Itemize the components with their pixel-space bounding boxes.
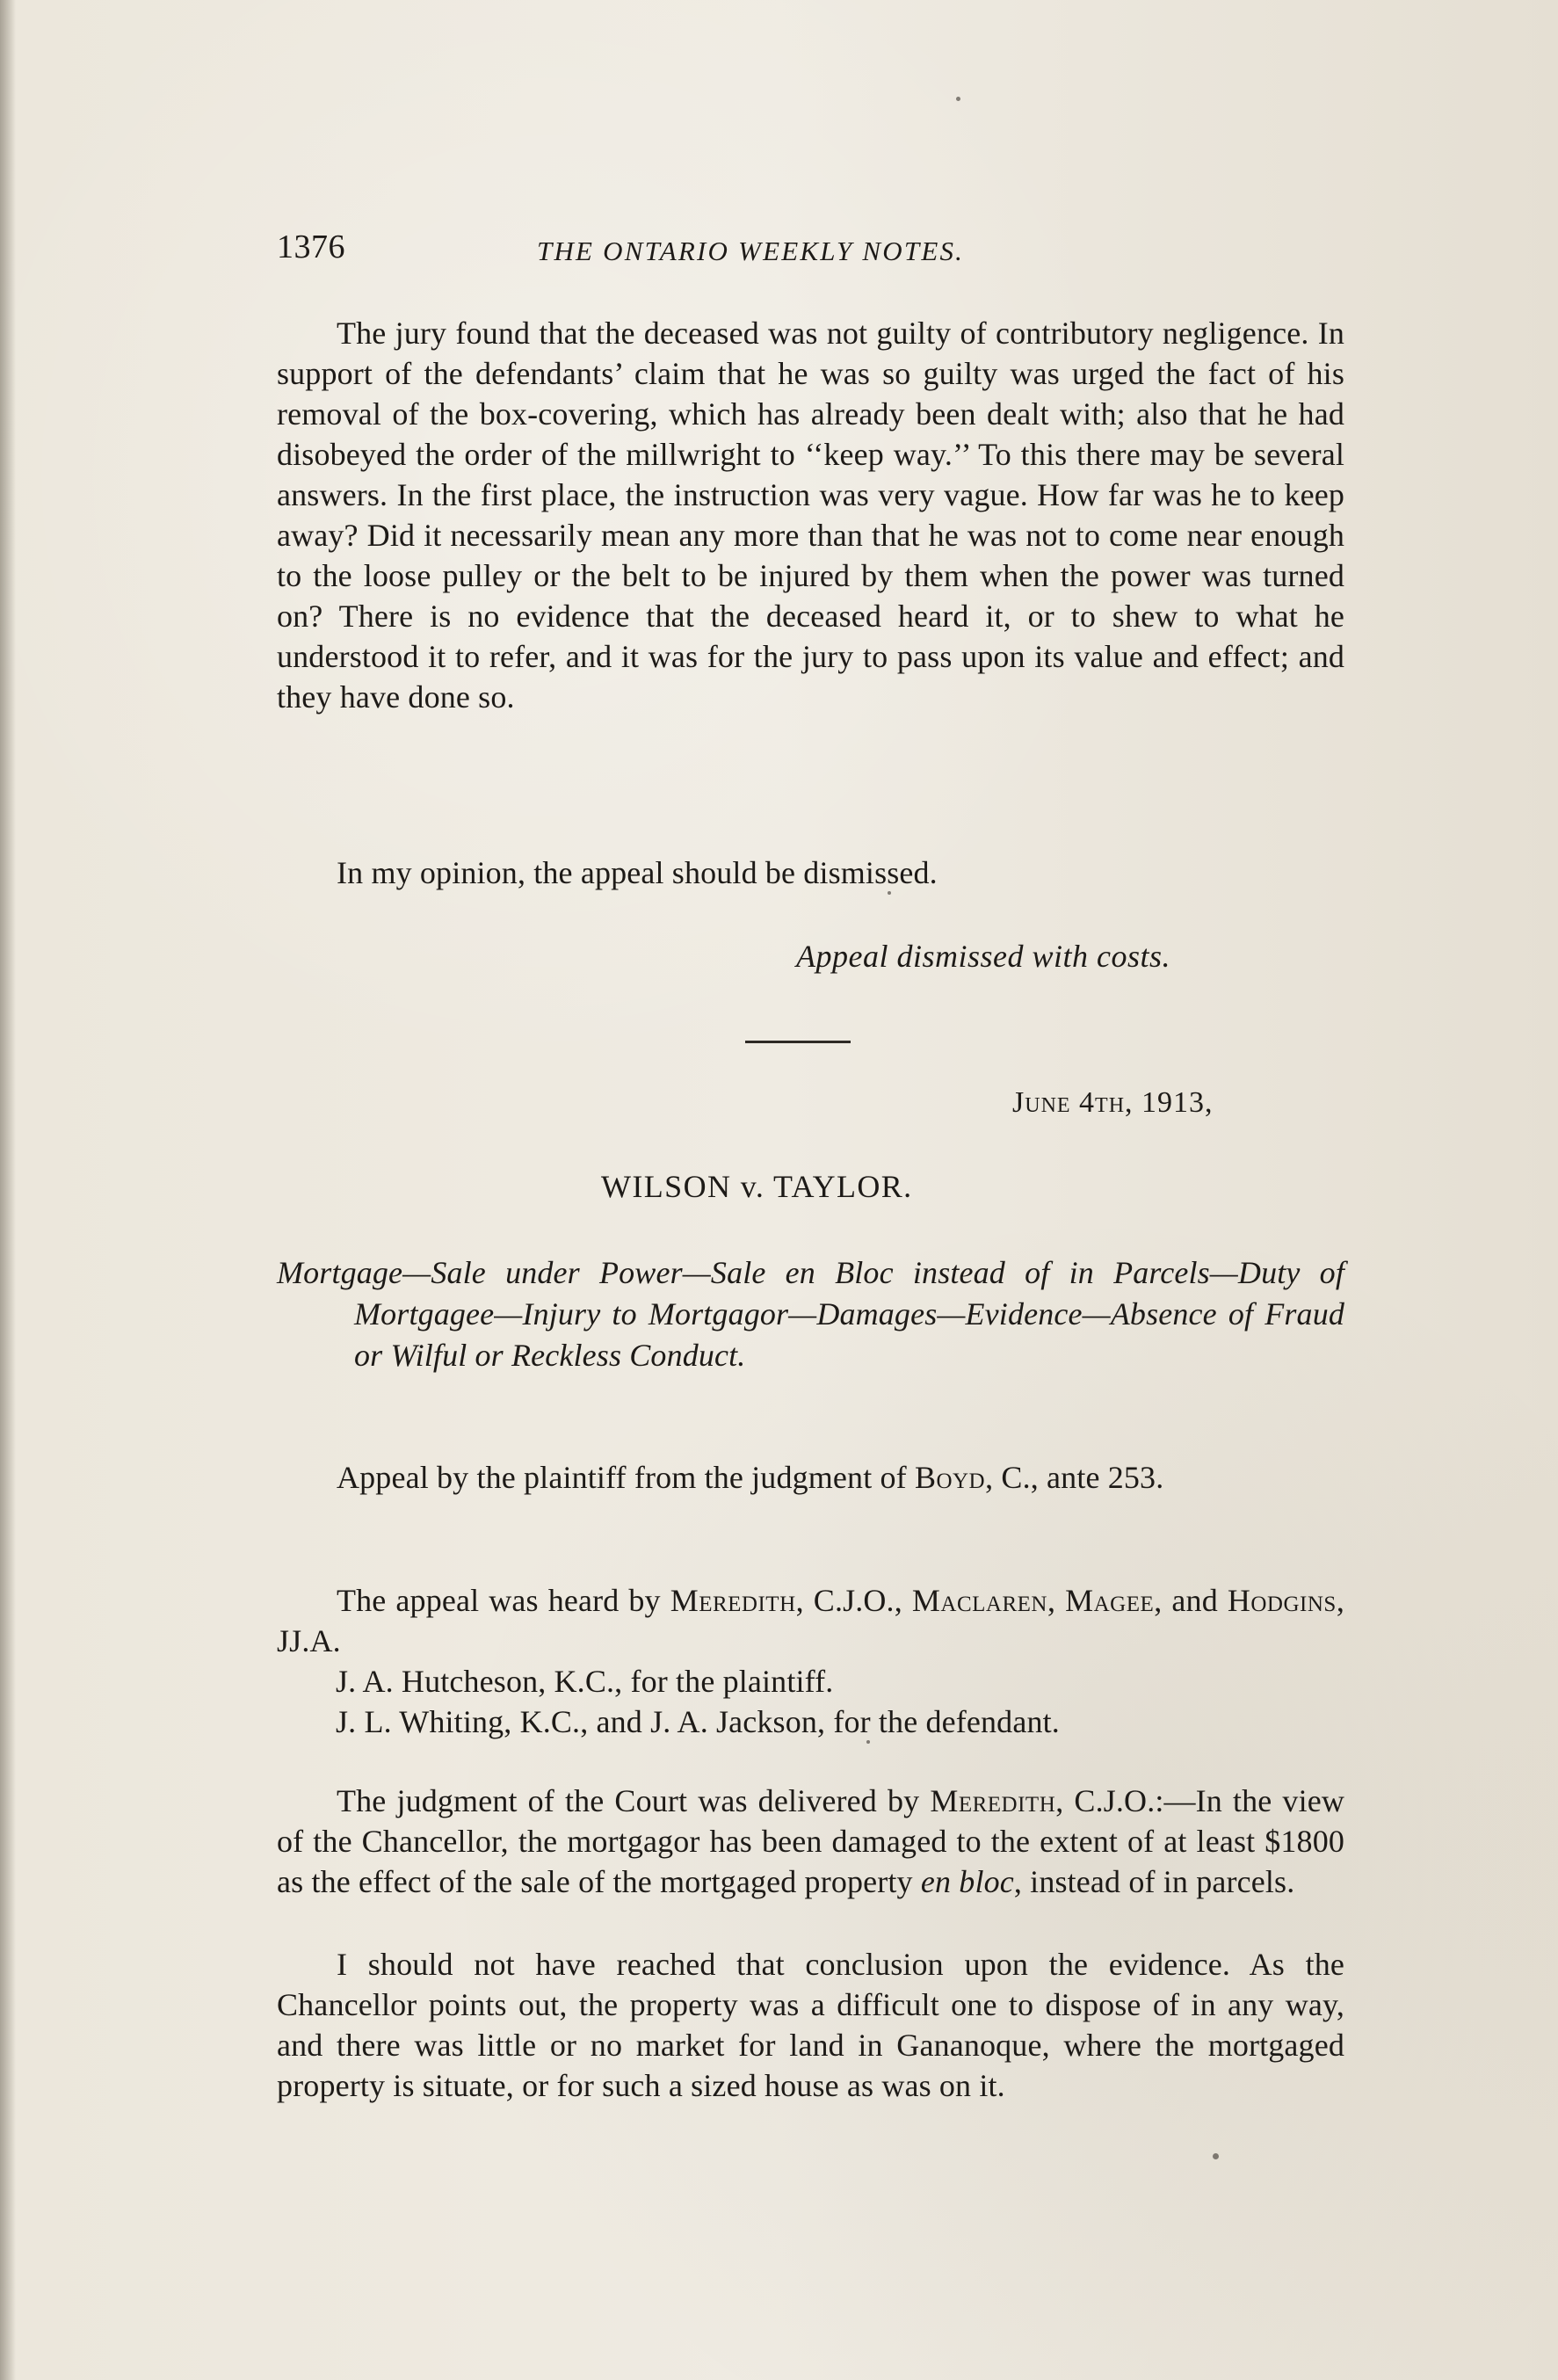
paper-speck <box>1213 2153 1219 2159</box>
judgment-paragraph <box>277 1781 1344 1902</box>
hearing-separator-2: , <box>1047 1583 1066 1618</box>
judge-magee: Magee <box>1065 1583 1155 1618</box>
judgment-text-1: , C.J.O.:—In the view of the Chancellor, the mortgagor has been damaged to the extent of at least $1800 as the effect of the sale of the mortgaged property <box>277 1783 1344 1899</box>
appeal-suffix: , C., ante 253. <box>985 1460 1164 1495</box>
hearing-suffix: , JJ.A. <box>277 1583 1344 1658</box>
appeal-prefix: Appeal by the plaintiff from the judgment of <box>337 1460 915 1495</box>
appeal-result: Appeal dismissed with costs. <box>796 939 1170 974</box>
judgment-judge: Meredith <box>930 1783 1056 1818</box>
defendant-counsel: J. L. Whiting, K.C., and J. A. Jackson, for the defendant. <box>336 1704 1060 1739</box>
hearing-separator-3: , and <box>1154 1583 1228 1618</box>
appeal-paragraph <box>277 1457 1344 1498</box>
judgment-text <box>277 1781 1344 1902</box>
judge-maclaren: Maclaren <box>911 1583 1047 1618</box>
conclusion-paragraph <box>277 853 1344 893</box>
judgment-italic-term: en bloc <box>920 1864 1014 1899</box>
judgment-prefix: The judgment of the Court was delivered by <box>337 1783 931 1818</box>
opinion-paragraph <box>277 313 1344 717</box>
hearing-separator-1: , C.J.O., <box>795 1583 912 1618</box>
dismissal-opinion: In my opinion, the appeal should be dismissed. <box>337 855 938 890</box>
section-divider <box>745 1041 851 1043</box>
plaintiff-counsel: J. A. Hutcheson, K.C., for the plaintiff. <box>336 1664 834 1699</box>
case-date: June 4th, 1913, <box>1012 1086 1214 1119</box>
judge-meredith: Meredith <box>670 1583 796 1618</box>
page-number: 1376 <box>277 229 345 265</box>
hearing-prefix: The appeal was heard by <box>337 1583 670 1618</box>
evidence-paragraph <box>277 1944 1344 2106</box>
paper-speck <box>888 891 891 895</box>
final-paragraph: I should not have reached that conclusion upon the evidence. As the Chancellor points out, the property was a difficult one to dispose of in any way, and there was little or no market for land in Gananoque, where the mortgaged property is situate, or for such a sized house as was on it. <box>277 1947 1344 2103</box>
appeal-description <box>277 1457 1344 1498</box>
page-header <box>277 230 1340 274</box>
running-head: THE ONTARIO WEEKLY NOTES. <box>537 236 965 266</box>
judge-boyd: Boyd <box>914 1460 986 1495</box>
paper-speck <box>956 97 960 101</box>
hearing-paragraph <box>277 1580 1344 1661</box>
judge-hodgins: Hodgins <box>1227 1583 1337 1618</box>
case-headnote: Mortgage—Sale under Power—Sale en Bloc instead of in Parcels—Duty of Mortgagee—Injury to Mortgagor—Damages—Evidence—Absence of Fraud or Wilful or Reckless Conduct. <box>277 1255 1344 1373</box>
contributory-negligence-paragraph: The jury found that the deceased was not guilty of contributory negligence. In support of the defendants’ claim that he was so guilty was urged the fact of his removal of the box-covering, which has already been dealt with; also that he had disobeyed the order of the millwright to ‘‘keep way.’’ To this there may be several answers. In the first place, the instruction was very vague. How far was he to keep away? Did it necessarily mean any more than that he was not to come near enough to the loose pulley or the belt to be injured by them when the power was turned on? There is no evidence that the deceased heard it, or to shew to what he understood it to refer, and it was for the jury to pass upon its value and effect; and they have done so. <box>277 316 1344 715</box>
hearing-panel <box>277 1580 1344 1661</box>
case-title: WILSON v. TAYLOR. <box>601 1169 913 1204</box>
paper-speck <box>866 1740 870 1744</box>
judgment-text-2: , instead of in parcels. <box>1013 1864 1295 1899</box>
